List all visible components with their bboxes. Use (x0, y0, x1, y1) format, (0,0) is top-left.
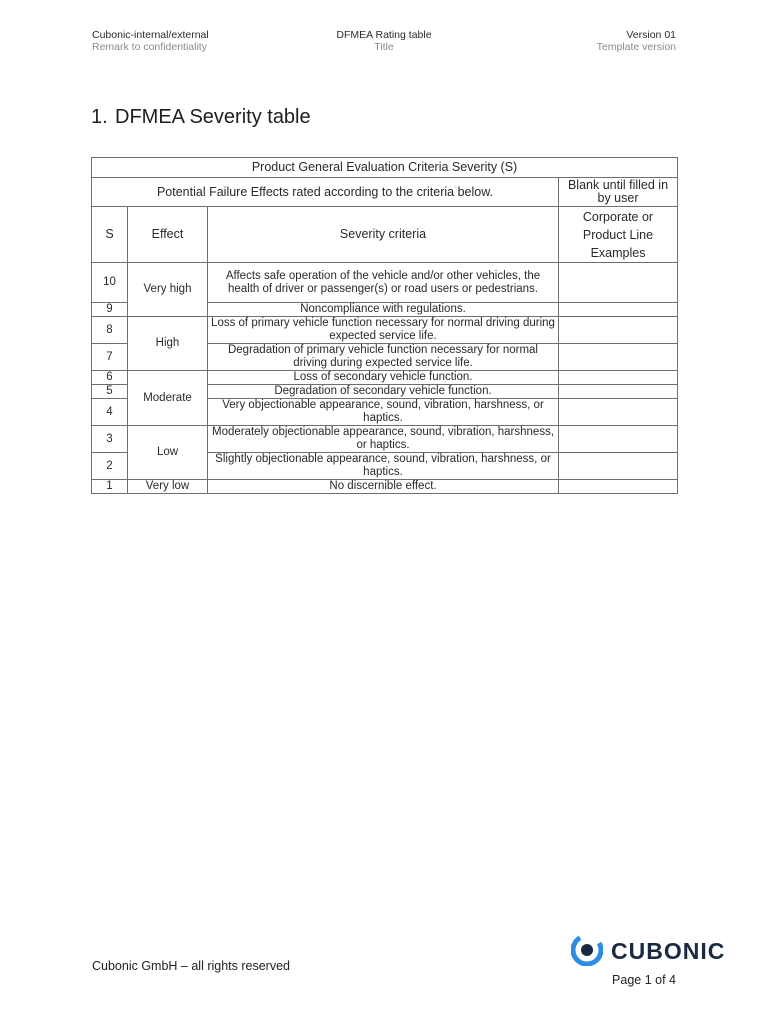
example-cell (559, 263, 678, 303)
severity-criteria: No discernible effect. (208, 480, 559, 494)
page-number: Page 1 of 4 (612, 973, 676, 987)
severity-value: 7 (92, 344, 128, 371)
section-heading (91, 106, 311, 129)
example-cell (559, 371, 678, 385)
severity-criteria: Degradation of secondary vehicle function. (208, 385, 559, 399)
severity-criteria: Noncompliance with regulations. (208, 303, 559, 317)
classification-remark: Remark to confidentiality (92, 41, 207, 53)
table-title: Product General Evaluation Criteria Severity (S) (92, 158, 678, 178)
severity-criteria: Affects safe operation of the vehicle and/or other vehicles, the health of driver or passenger(s) or road users or pedestrians. (208, 263, 559, 303)
col-header-s: S (92, 207, 128, 263)
version-caption: Template version (596, 41, 676, 53)
table-title-row (92, 158, 678, 178)
classification-label: Cubonic-internal/external (92, 29, 209, 41)
logo-text: CUBONIC (611, 938, 726, 964)
table-row (92, 263, 678, 303)
severity-criteria: Loss of primary vehicle function necessary for normal driving during expected service life. (208, 317, 559, 344)
table-row (92, 317, 678, 344)
severity-value: 5 (92, 385, 128, 399)
document-title-caption: Title (374, 41, 394, 53)
version-label: Version 01 (626, 29, 676, 41)
example-cell (559, 385, 678, 399)
cubonic-logo-icon (571, 934, 603, 966)
col-header-criteria: Severity criteria (208, 207, 559, 263)
effect-very-high: Very high (128, 263, 208, 317)
document-title: DFMEA Rating table (336, 29, 432, 41)
severity-value: 8 (92, 317, 128, 344)
effect-very-low: Very low (128, 480, 208, 494)
example-cell (559, 303, 678, 317)
severity-criteria: Loss of secondary vehicle function. (208, 371, 559, 385)
section-number: 1. (91, 106, 108, 128)
effect-low: Low (128, 426, 208, 480)
severity-value: 1 (92, 480, 128, 494)
example-cell (559, 426, 678, 453)
severity-value: 10 (92, 263, 128, 303)
severity-value: 6 (92, 371, 128, 385)
example-cell (559, 399, 678, 426)
table-row (92, 371, 678, 385)
table-row (92, 480, 678, 494)
severity-value: 9 (92, 303, 128, 317)
table-subtitle: Potential Failure Effects rated according to the criteria below. (92, 178, 559, 207)
example-cell (559, 480, 678, 494)
severity-table (91, 157, 678, 494)
section-title: DFMEA Severity table (115, 106, 311, 128)
example-cell (559, 317, 678, 344)
severity-criteria: Slightly objectionable appearance, sound, vibration, harshness, or haptics. (208, 453, 559, 480)
footer-copyright: Cubonic GmbH – all rights reserved (92, 959, 290, 973)
col-header-effect: Effect (128, 207, 208, 263)
table-header-row (92, 207, 678, 263)
effect-high: High (128, 317, 208, 371)
severity-criteria: Moderately objectionable appearance, sound, vibration, harshness, or haptics. (208, 426, 559, 453)
effect-moderate: Moderate (128, 371, 208, 426)
company-logo (571, 934, 733, 966)
severity-criteria: Very objectionable appearance, sound, vibration, harshness, or haptics. (208, 399, 559, 426)
severity-criteria: Degradation of primary vehicle function necessary for normal driving during expected service life. (208, 344, 559, 371)
severity-value: 2 (92, 453, 128, 480)
blank-note: Blank until filled in by user (559, 178, 678, 207)
severity-value: 3 (92, 426, 128, 453)
example-cell (559, 453, 678, 480)
severity-value: 4 (92, 399, 128, 426)
table-subtitle-row (92, 178, 678, 207)
col-header-examples: Corporate or Product Line Examples (559, 207, 678, 263)
example-cell (559, 344, 678, 371)
header-right (597, 29, 676, 53)
table-row (92, 426, 678, 453)
